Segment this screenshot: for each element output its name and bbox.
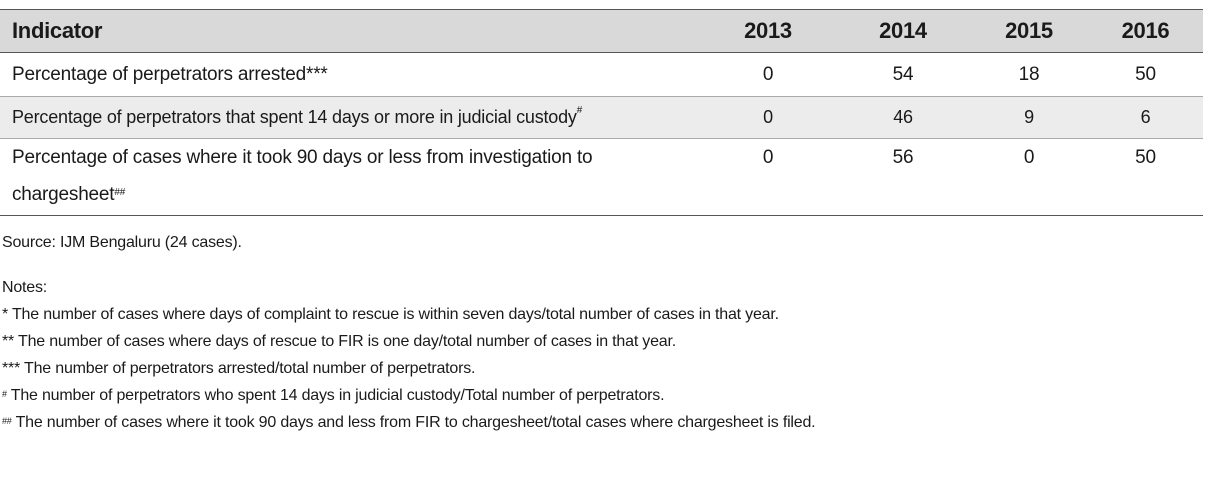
note-item	[2, 355, 815, 382]
cell-value: 50	[1088, 139, 1203, 216]
indicator-table-container	[0, 9, 1203, 216]
cell-value: 56	[836, 139, 970, 216]
cell-value: 9	[970, 97, 1088, 139]
table-row	[0, 97, 1203, 139]
notes-section	[2, 274, 815, 436]
cell-value: 54	[836, 53, 970, 97]
note-text: ** The number of cases where days of rescue to FIR is one day/total number of cases in that year.	[2, 333, 676, 350]
footnote-mark: ##	[2, 416, 12, 426]
cell-value: 0	[700, 53, 836, 97]
header-row	[0, 10, 1203, 53]
notes-title: Notes:	[2, 279, 48, 296]
indicator-table	[0, 9, 1203, 216]
cell-value: 50	[1088, 53, 1203, 97]
note-text: The number of perpetrators who spent 14 days in judicial custody/Total number of perpetrators.	[6, 387, 665, 404]
note-item	[2, 328, 815, 355]
note-item	[2, 382, 815, 409]
row-indicator-arrested: Percentage of perpetrators arrested***	[0, 53, 700, 97]
row-indicator-chargesheet	[0, 139, 700, 216]
footnote-mark: #	[576, 105, 583, 116]
note-item	[2, 409, 815, 436]
note-text: *** The number of perpetrators arrested/total number of perpetrators.	[2, 360, 476, 377]
table-body	[0, 53, 1203, 216]
cell-value: 6	[1088, 97, 1203, 139]
header-year-2016: 2016	[1121, 18, 1170, 43]
row-indicator-text: Percentage of perpetrators that spent 14 days or more in judicial custody	[12, 107, 577, 127]
header-year-2014: 2014	[879, 18, 927, 43]
cell-value: 0	[700, 97, 836, 139]
note-item	[2, 301, 815, 328]
header-year-2013: 2013	[744, 18, 792, 43]
header-year-2015: 2015	[1005, 18, 1053, 43]
footnote-mark: #	[2, 389, 7, 399]
cell-value: 0	[700, 139, 836, 216]
cell-value: 0	[970, 139, 1088, 216]
table-row	[0, 53, 1203, 97]
row-indicator-custody	[0, 97, 700, 139]
row-indicator-line1: Percentage of cases where it took 90 days or less from investigation to	[12, 147, 593, 168]
cell-value: 18	[970, 53, 1088, 97]
note-text: * The number of cases where days of complaint to rescue is within seven days/total number of cases in that year.	[2, 306, 779, 323]
row-indicator-line2: chargesheet	[12, 184, 115, 205]
cell-value: 46	[836, 97, 970, 139]
table-row	[0, 139, 1203, 216]
header-indicator: Indicator	[12, 18, 103, 43]
table-header	[0, 10, 1203, 53]
footnote-mark: ##	[114, 187, 126, 198]
note-text: The number of cases where it took 90 days and less from FIR to chargesheet/total cases where chargesheet is filed.	[11, 414, 816, 431]
source-note: Source: IJM Bengaluru (24 cases).	[2, 234, 242, 251]
